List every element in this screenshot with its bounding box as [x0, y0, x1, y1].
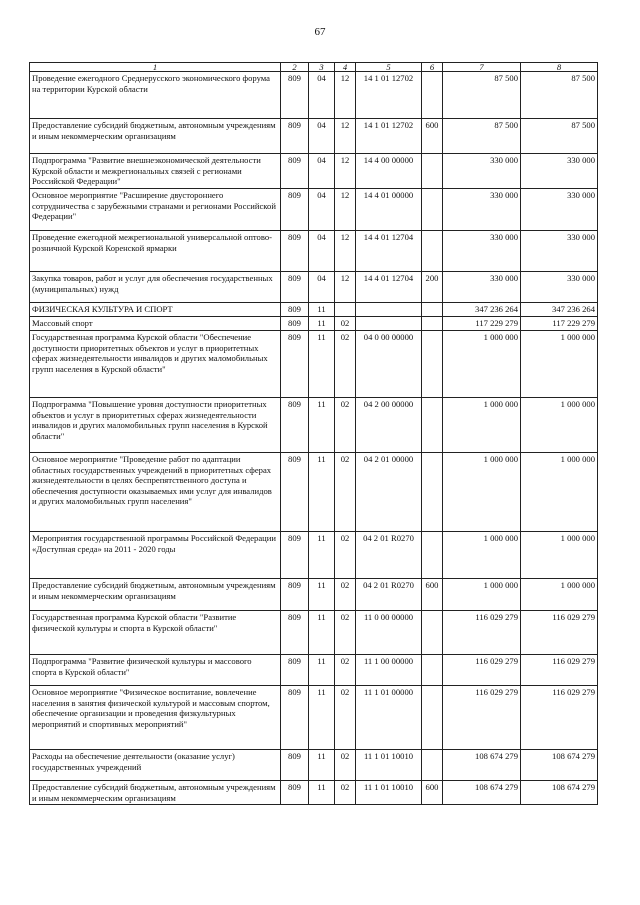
row-amount-cell: 330 000 [521, 154, 598, 189]
row-section-cell: 04 [309, 272, 335, 303]
row-name-cell: Основное мероприятие "Расширение двустороннего сотрудничества с зарубежными странами и регионами Российской Федерации" [30, 189, 281, 231]
row-section-cell: 11 [309, 453, 335, 532]
row-section-cell: 11 [309, 532, 335, 579]
row-amount-cell: 87 500 [521, 119, 598, 154]
row-code-cell: 809 [281, 655, 309, 686]
row-expense-type-cell: 600 [422, 579, 443, 611]
column-header: 5 [356, 63, 422, 72]
row-target-code-cell: 14 4 01 00000 [356, 189, 422, 231]
table-row [30, 750, 598, 781]
row-section-cell: 11 [309, 781, 335, 805]
row-expense-type-cell [422, 532, 443, 579]
row-expense-type-cell: 200 [422, 272, 443, 303]
row-target-code-cell: 11 1 01 00000 [356, 686, 422, 750]
row-section-cell: 11 [309, 579, 335, 611]
table-row [30, 655, 598, 686]
row-amount-cell: 1 000 000 [443, 579, 521, 611]
row-section-cell: 11 [309, 655, 335, 686]
row-amount-cell: 116 029 279 [521, 686, 598, 750]
row-expense-type-cell [422, 611, 443, 655]
row-target-code-cell: 04 2 01 R0270 [356, 579, 422, 611]
row-subsection-cell: 02 [335, 781, 356, 805]
row-section-cell: 11 [309, 331, 335, 398]
row-subsection-cell: 02 [335, 750, 356, 781]
row-amount-cell: 1 000 000 [443, 453, 521, 532]
row-section-cell: 11 [309, 317, 335, 331]
column-header: 4 [335, 63, 356, 72]
row-target-code-cell: 11 1 01 10010 [356, 781, 422, 805]
row-target-code-cell: 04 0 00 00000 [356, 331, 422, 398]
table-row [30, 781, 598, 805]
budget-table [29, 62, 598, 805]
row-target-code-cell: 04 2 01 00000 [356, 453, 422, 532]
row-expense-type-cell: 600 [422, 781, 443, 805]
row-expense-type-cell [422, 72, 443, 119]
row-subsection-cell: 12 [335, 231, 356, 272]
row-expense-type-cell [422, 453, 443, 532]
row-name-cell: Закупка товаров, работ и услуг для обеспечения государственных (муниципальных) нужд [30, 272, 281, 303]
row-name-cell: Государственная программа Курской области "Обеспечение доступности приоритетных объектов и услуг в приоритетных сферах жизнедеятельности инвалидов и других маломобильных групп населения в Курской области" [30, 331, 281, 398]
table-row [30, 398, 598, 453]
row-amount-cell: 1 000 000 [521, 398, 598, 453]
row-amount-cell: 116 029 279 [443, 686, 521, 750]
row-target-code-cell [356, 303, 422, 317]
row-section-cell: 11 [309, 303, 335, 317]
row-amount-cell: 347 236 264 [521, 303, 598, 317]
row-target-code-cell: 14 4 00 00000 [356, 154, 422, 189]
row-section-cell: 11 [309, 611, 335, 655]
row-amount-cell: 1 000 000 [443, 532, 521, 579]
row-amount-cell: 330 000 [443, 189, 521, 231]
row-amount-cell: 108 674 279 [443, 750, 521, 781]
row-target-code-cell: 14 4 01 12704 [356, 272, 422, 303]
row-code-cell: 809 [281, 72, 309, 119]
row-amount-cell: 330 000 [443, 154, 521, 189]
table-row [30, 189, 598, 231]
row-code-cell: 809 [281, 189, 309, 231]
row-subsection-cell: 02 [335, 655, 356, 686]
row-section-cell: 04 [309, 231, 335, 272]
row-subsection-cell: 02 [335, 317, 356, 331]
row-amount-cell: 330 000 [521, 231, 598, 272]
row-name-cell: Подпрограмма "Развитие физической культуры и массового спорта в Курской области" [30, 655, 281, 686]
row-code-cell: 809 [281, 750, 309, 781]
column-header: 2 [281, 63, 309, 72]
row-name-cell: Мероприятия государственной программы Российской Федерации «Доступная среда» на 2011 - 2020 годы [30, 532, 281, 579]
row-target-code-cell: 04 2 01 R0270 [356, 532, 422, 579]
row-name-cell: Расходы на обеспечение деятельности (оказание услуг) государственных учреждений [30, 750, 281, 781]
row-subsection-cell: 02 [335, 453, 356, 532]
row-subsection-cell [335, 303, 356, 317]
table-row [30, 331, 598, 398]
row-code-cell: 809 [281, 532, 309, 579]
row-name-cell: ФИЗИЧЕСКАЯ КУЛЬТУРА И СПОРТ [30, 303, 281, 317]
row-subsection-cell: 12 [335, 189, 356, 231]
row-subsection-cell: 02 [335, 532, 356, 579]
row-subsection-cell: 02 [335, 611, 356, 655]
row-amount-cell: 108 674 279 [521, 750, 598, 781]
page-number: 67 [314, 26, 326, 38]
row-amount-cell: 116 029 279 [443, 611, 521, 655]
row-subsection-cell: 12 [335, 272, 356, 303]
row-target-code-cell: 11 1 01 10010 [356, 750, 422, 781]
row-expense-type-cell [422, 303, 443, 317]
row-expense-type-cell [422, 750, 443, 781]
row-code-cell: 809 [281, 398, 309, 453]
row-section-cell: 04 [309, 72, 335, 119]
column-header: 3 [309, 63, 335, 72]
column-header: 1 [30, 63, 281, 72]
row-amount-cell: 108 674 279 [443, 781, 521, 805]
row-code-cell: 809 [281, 303, 309, 317]
row-name-cell: Предоставление субсидий бюджетным, автономным учреждениям и иным некоммерческим организациям [30, 781, 281, 805]
row-subsection-cell: 02 [335, 398, 356, 453]
table-row [30, 611, 598, 655]
row-amount-cell: 116 029 279 [521, 655, 598, 686]
row-subsection-cell: 02 [335, 686, 356, 750]
row-subsection-cell: 12 [335, 154, 356, 189]
row-code-cell: 809 [281, 579, 309, 611]
table-row [30, 532, 598, 579]
row-code-cell: 809 [281, 231, 309, 272]
table-row [30, 154, 598, 189]
row-amount-cell: 1 000 000 [443, 398, 521, 453]
row-subsection-cell: 12 [335, 72, 356, 119]
row-name-cell: Основное мероприятие "Физическое воспитание, вовлечение населения в занятия физической культурой и массовым спортом, обеспечение организации и проведения физкультурных мероприятий и спортивных мероприятий" [30, 686, 281, 750]
table-row [30, 119, 598, 154]
row-name-cell: Проведение ежегодной межрегиональной универсальной оптово-розничной Курской Коренской ярмарки [30, 231, 281, 272]
row-target-code-cell: 14 4 01 12704 [356, 231, 422, 272]
row-amount-cell: 108 674 279 [521, 781, 598, 805]
column-header: 8 [521, 63, 598, 72]
row-amount-cell: 87 500 [443, 119, 521, 154]
row-target-code-cell: 11 1 00 00000 [356, 655, 422, 686]
row-code-cell: 809 [281, 686, 309, 750]
row-subsection-cell: 12 [335, 119, 356, 154]
row-amount-cell: 1 000 000 [521, 331, 598, 398]
row-expense-type-cell [422, 655, 443, 686]
row-name-cell: Подпрограмма "Развитие внешнеэкономической деятельности Курской области и межрегиональных связей с регионами Российской Федерации" [30, 154, 281, 189]
row-amount-cell: 117 229 279 [521, 317, 598, 331]
row-code-cell: 809 [281, 453, 309, 532]
row-amount-cell: 116 029 279 [521, 611, 598, 655]
row-amount-cell: 87 500 [443, 72, 521, 119]
row-expense-type-cell [422, 154, 443, 189]
table-row [30, 579, 598, 611]
column-header: 6 [422, 63, 443, 72]
table-header-row [30, 63, 598, 72]
row-amount-cell: 330 000 [521, 189, 598, 231]
row-name-cell: Основное мероприятие "Проведение работ по адаптации областных государственных учреждений в приоритетных сферах жизнедеятельности в целях беспрепятственного доступа и обеспечения доступности оказываемых ими услуг для инвалидов и других маломобильных групп населения" [30, 453, 281, 532]
row-amount-cell: 1 000 000 [521, 579, 598, 611]
row-section-cell: 04 [309, 189, 335, 231]
table-row [30, 72, 598, 119]
row-expense-type-cell [422, 686, 443, 750]
table-row [30, 317, 598, 331]
row-amount-cell: 330 000 [521, 272, 598, 303]
row-amount-cell: 330 000 [443, 231, 521, 272]
row-name-cell: Предоставление субсидий бюджетным, автономным учреждениям и иным некоммерческим организациям [30, 119, 281, 154]
row-name-cell: Массовый спорт [30, 317, 281, 331]
row-subsection-cell: 02 [335, 331, 356, 398]
row-code-cell: 809 [281, 154, 309, 189]
row-amount-cell: 116 029 279 [443, 655, 521, 686]
row-section-cell: 04 [309, 119, 335, 154]
table-row [30, 686, 598, 750]
row-expense-type-cell [422, 231, 443, 272]
row-code-cell: 809 [281, 611, 309, 655]
row-amount-cell: 87 500 [521, 72, 598, 119]
row-amount-cell: 1 000 000 [521, 453, 598, 532]
row-name-cell: Проведение ежегодного Среднерусского экономического форума на территории Курской области [30, 72, 281, 119]
table-row [30, 272, 598, 303]
row-code-cell: 809 [281, 272, 309, 303]
row-name-cell: Предоставление субсидий бюджетным, автономным учреждениям и иным некоммерческим организациям [30, 579, 281, 611]
row-code-cell: 809 [281, 119, 309, 154]
row-section-cell: 11 [309, 750, 335, 781]
column-header: 7 [443, 63, 521, 72]
row-section-cell: 11 [309, 398, 335, 453]
row-section-cell: 04 [309, 154, 335, 189]
row-amount-cell: 1 000 000 [443, 331, 521, 398]
row-code-cell: 809 [281, 331, 309, 398]
table-row [30, 231, 598, 272]
row-section-cell: 11 [309, 686, 335, 750]
row-amount-cell: 117 229 279 [443, 317, 521, 331]
row-target-code-cell: 14 1 01 12702 [356, 119, 422, 154]
row-code-cell: 809 [281, 781, 309, 805]
row-code-cell: 809 [281, 317, 309, 331]
row-target-code-cell: 11 0 00 00000 [356, 611, 422, 655]
row-expense-type-cell [422, 398, 443, 453]
row-amount-cell: 1 000 000 [521, 532, 598, 579]
table-row [30, 453, 598, 532]
row-amount-cell: 330 000 [443, 272, 521, 303]
row-expense-type-cell [422, 317, 443, 331]
row-expense-type-cell: 600 [422, 119, 443, 154]
row-expense-type-cell [422, 189, 443, 231]
row-name-cell: Государственная программа Курской области "Развитие физической культуры и спорта в Курской области" [30, 611, 281, 655]
row-subsection-cell: 02 [335, 579, 356, 611]
row-name-cell: Подпрограмма "Повышение уровня доступности приоритетных объектов и услуг в приоритетных сферах жизнедеятельности инвалидов и других маломобильных групп населения в Курской области" [30, 398, 281, 453]
table-row [30, 303, 598, 317]
row-amount-cell: 347 236 264 [443, 303, 521, 317]
row-target-code-cell [356, 317, 422, 331]
row-target-code-cell: 04 2 00 00000 [356, 398, 422, 453]
row-target-code-cell: 14 1 01 12702 [356, 72, 422, 119]
row-expense-type-cell [422, 331, 443, 398]
